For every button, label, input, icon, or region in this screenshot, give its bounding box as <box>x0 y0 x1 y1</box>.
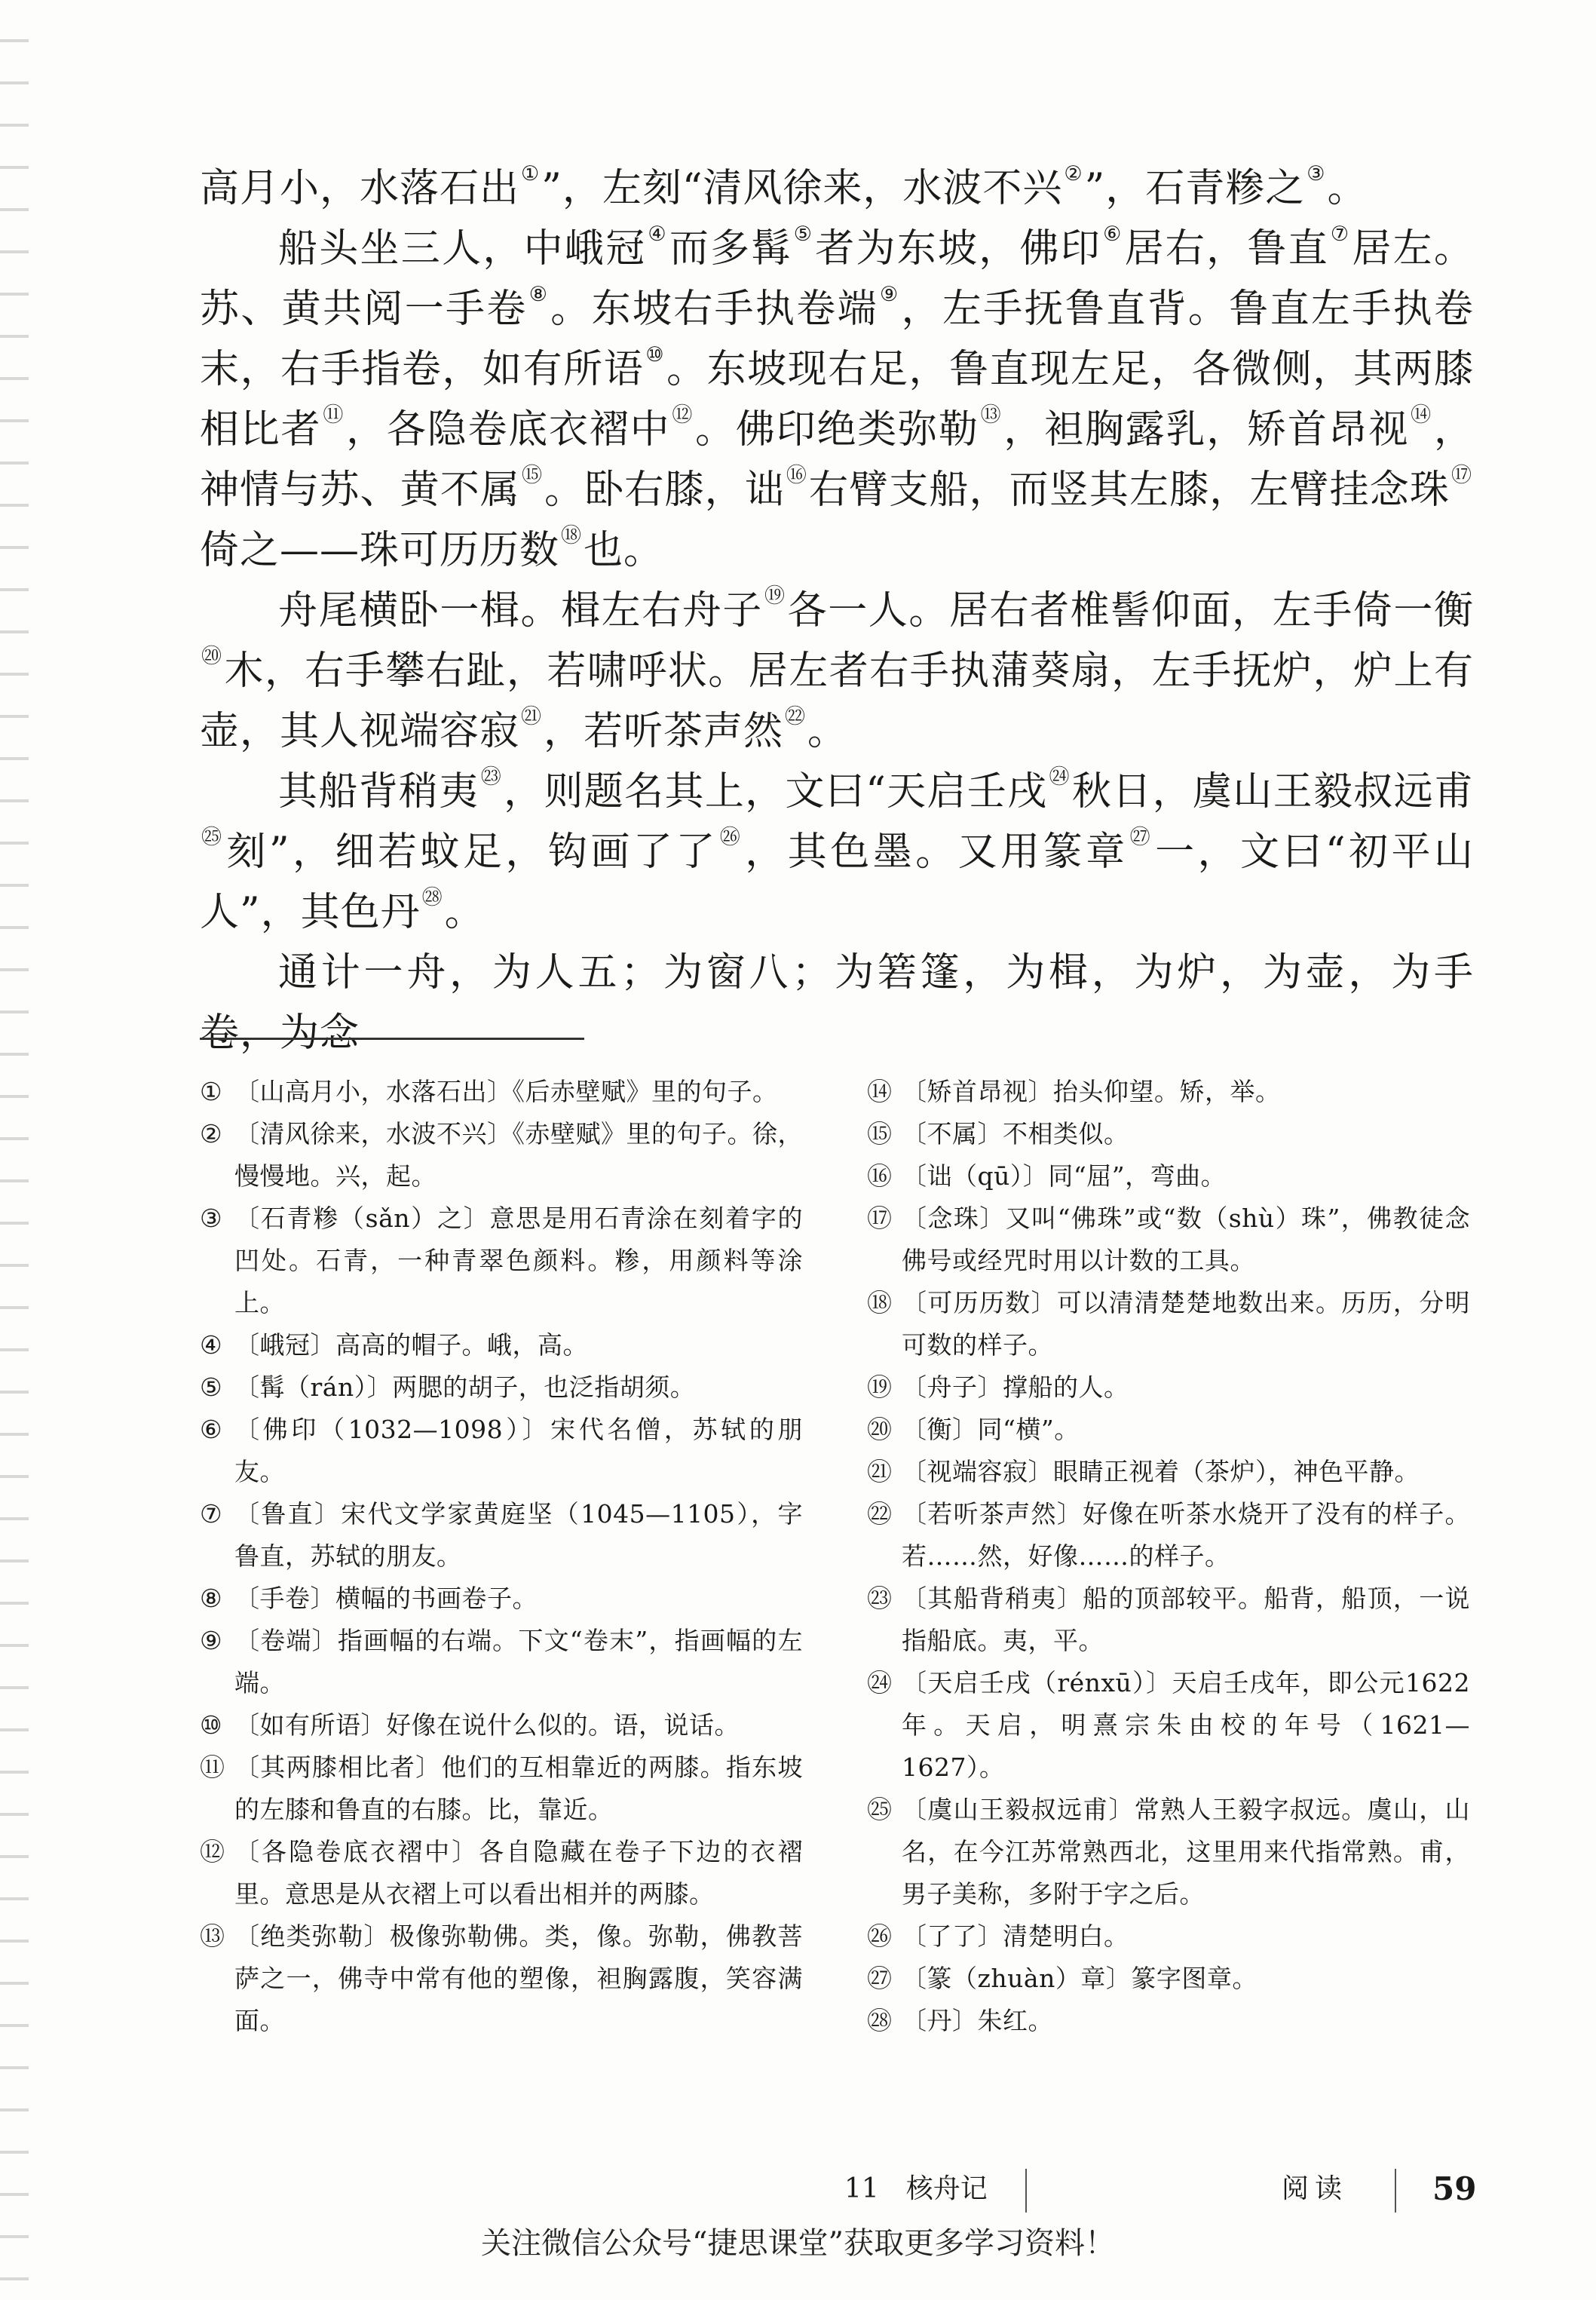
main-text <box>200 158 1474 1063</box>
section-name: 阅读 <box>1282 2173 1349 2204</box>
footnote-text: 〔鲁直〕宋代文学家黄庭坚（1045—1105），字鲁直，苏轼的朋友。 <box>234 1499 803 1571</box>
footnote-item <box>200 1493 803 1578</box>
footnote-number: ① <box>200 1077 223 1106</box>
footnote-item <box>200 1198 803 1324</box>
footnote-item <box>867 1282 1470 1366</box>
footnote-item <box>200 1620 803 1704</box>
footnote-item <box>867 1958 1470 2000</box>
footnote-number: ⑲ <box>867 1372 893 1402</box>
footnote-number: ② <box>200 1119 223 1148</box>
footnote-marker: ① <box>521 162 541 186</box>
text-segment: 倚之——珠可历历数 <box>200 528 560 573</box>
footnote-marker: ⑬ <box>980 403 1003 427</box>
text-segment: 者为东坡，佛印 <box>815 226 1102 271</box>
text-segment: 舟尾横卧一楫。楫左右舟子 <box>278 588 764 633</box>
page-number: 59 <box>1432 2170 1477 2207</box>
footnote-marker: ③ <box>1307 162 1326 186</box>
footnote-item <box>867 1493 1470 1578</box>
footnote-item <box>200 1366 803 1409</box>
footnote-item <box>200 1831 803 1915</box>
footnote-number: ⑬ <box>200 1921 225 1951</box>
paragraph-4 <box>200 762 1474 943</box>
footnote-item <box>867 1071 1470 1113</box>
footnote-text: 〔各隐卷底衣褶中〕各自隐藏在卷子下边的衣褶里。意思是从衣褶上可以看出相并的两膝。 <box>234 1837 803 1909</box>
footnote-text: 〔天启壬戌（rénxū）〕天启壬戌年，即公元1622年。天启，明熹宗朱由校的年号（1621—1627）。 <box>902 1668 1470 1782</box>
footnote-marker: ⑰ <box>1450 464 1472 487</box>
footnote-text: 〔峨冠〕高高的帽子。峨，高。 <box>234 1330 588 1360</box>
paragraph-5 <box>200 943 1474 1063</box>
footnote-item <box>200 1113 803 1198</box>
footnote-number: ⑨ <box>200 1626 223 1655</box>
footnote-text: 〔如有所语〕好像在说什么似的。语，说话。 <box>234 1710 740 1740</box>
footnote-item <box>200 1578 803 1620</box>
footnote-marker: ㉔ <box>1049 765 1071 789</box>
footnote-number: ⑤ <box>200 1372 223 1402</box>
footnote-marker: ④ <box>648 222 668 246</box>
footnote-marker: ㉓ <box>480 765 503 789</box>
footnote-text: 〔虞山王毅叔远甫〕常熟人王毅字叔远。虞山，山名，在今江苏常熟西北，这里用来代指常熟。甫，男子美称，多附于字之后。 <box>902 1795 1470 1909</box>
footnote-item <box>867 1789 1470 1915</box>
footnote-item <box>867 1662 1470 1789</box>
footnote-text: 〔绝类弥勒〕极像弥勒佛。类，像。弥勒，佛教菩萨之一，佛寺中常有他的塑像，袒胸露腹，笑容满面。 <box>234 1921 803 2035</box>
footnote-marker: ㉗ <box>1129 826 1154 849</box>
footnote-item <box>200 1324 803 1366</box>
footnote-marker: ⑮ <box>522 464 544 487</box>
footnote-number: ⑰ <box>867 1204 893 1233</box>
footnote-text: 〔了了〕清楚明白。 <box>902 1921 1129 1951</box>
footnote-marker: ㉘ <box>421 886 443 909</box>
text-segment: 通计一舟，为人五；为窗八；为箬篷，为楫，为炉，为壶，为手卷，为念 <box>200 950 1474 1056</box>
text-segment: 木，右手攀右趾，若啸呼状。居左者右手执蒲葵扇，左手抚炉，炉上有壶，其人视端容寂 <box>200 649 1474 754</box>
footnote-marker: ㉑ <box>521 705 543 728</box>
footnote-text: 〔髯（rán）〕两腮的胡子，也泛指胡须。 <box>234 1372 696 1402</box>
watermark-text: 关注微信公众号“捷思课堂”获取更多学习资料！ <box>481 2226 1115 2261</box>
footnote-number: ㉔ <box>867 1668 893 1697</box>
footnote-item <box>867 1915 1470 1958</box>
footnote-number: ③ <box>200 1204 223 1233</box>
footnote-text: 〔不属〕不相类似。 <box>902 1119 1129 1148</box>
footnote-text: 〔石青糁（sǎn）之〕意思是用石青涂在刻着字的凹处。石青，一种青翠色颜料。糁，用颜料等涂上。 <box>234 1204 803 1317</box>
footnote-text: 〔清风徐来，水波不兴〕《赤壁赋》里的句子。徐，慢慢地。兴，起。 <box>234 1119 803 1191</box>
footnote-item <box>200 1409 803 1493</box>
footnote-item <box>867 2000 1470 2042</box>
footnote-number: ㉖ <box>867 1921 893 1951</box>
paragraph-3 <box>200 581 1474 762</box>
footnote-text: 〔诎（qū）〕同“屈”，弯曲。 <box>902 1161 1227 1191</box>
footnote-number: ㉓ <box>867 1584 893 1613</box>
text-segment: 。东坡现右足，鲁直现左足，各微侧，其两膝相比者 <box>200 347 1474 452</box>
footnote-number: ㉒ <box>867 1499 893 1529</box>
footnote-marker: ㉕ <box>201 826 225 849</box>
footnote-marker: ⑱ <box>561 524 583 547</box>
footnote-marker: ⑪ <box>323 403 345 427</box>
footnote-marker: ⑲ <box>764 584 786 608</box>
footnote-text: 〔其两膝相比者〕他们的互相靠近的两膝。指东坡的左膝和鲁直的右膝。比，靠近。 <box>234 1753 803 1824</box>
footnote-text: 〔视端容寂〕眼睛正视着（茶炉），神色平静。 <box>902 1457 1420 1486</box>
text-segment: ，神情与苏、黄不属 <box>200 407 1474 513</box>
page-footer <box>0 2163 1596 2216</box>
text-segment: 居左。苏、黄共阅一手卷 <box>200 226 1474 332</box>
text-segment: 而多髯 <box>669 226 792 271</box>
footnote-text: 〔衡〕同“横”。 <box>902 1415 1080 1444</box>
footnote-number: ⑦ <box>200 1499 223 1529</box>
footnote-number: ㉕ <box>867 1795 893 1824</box>
footnote-marker: ㉖ <box>719 826 744 849</box>
footnote-text: 〔卷端〕指画幅的右端。下文“卷末”，指画幅的左端。 <box>234 1626 803 1697</box>
footnote-marker: ⑧ <box>528 283 550 306</box>
footnote-number: ⑭ <box>867 1077 893 1106</box>
footnote-item <box>867 1578 1470 1662</box>
footnote-item <box>867 1451 1470 1493</box>
footnote-number: ⑩ <box>200 1710 223 1740</box>
text-segment: ，其色墨。又用篆章 <box>745 830 1129 875</box>
footnotes-left-column <box>200 1071 803 2042</box>
text-segment: ，袒胸露乳，矫首昂视 <box>1003 407 1410 452</box>
footnote-number: ㉑ <box>867 1457 893 1486</box>
footnote-text: 〔可历历数〕可以清清楚楚地数出来。历历，分明可数的样子。 <box>902 1288 1470 1360</box>
paragraph-2 <box>200 219 1474 581</box>
footnote-text: 〔念珠〕又叫“佛珠”或“数（shù）珠”，佛教徒念佛号或经咒时用以计数的工具。 <box>902 1204 1470 1275</box>
footnote-marker: ⑫ <box>672 403 694 427</box>
footnote-marker: ㉒ <box>785 705 807 728</box>
footnote-number: ㉘ <box>867 2006 893 2035</box>
footnote-number: ⑫ <box>200 1837 225 1866</box>
text-segment: 秋日，虞山王毅叔远甫 <box>1071 769 1475 814</box>
footnote-item <box>867 1155 1470 1198</box>
text-segment: 。 <box>807 709 848 754</box>
footnote-marker: ⑩ <box>645 343 666 366</box>
footnote-divider <box>200 1038 584 1040</box>
footnote-number: ㉗ <box>867 1964 893 1993</box>
footnote-text: 〔手卷〕横幅的书画卷子。 <box>234 1584 538 1613</box>
text-segment: 。卧右膝，诎 <box>544 468 785 513</box>
text-segment: 其船背稍夷 <box>278 769 479 814</box>
footnote-number: ⑪ <box>200 1753 225 1782</box>
text-segment: ”，石青糁之 <box>1084 166 1306 211</box>
footer-divider <box>1395 2169 1396 2213</box>
footnote-number: ⑱ <box>867 1288 893 1317</box>
text-segment: 高月小，水落石出 <box>200 166 520 211</box>
footnote-text: 〔篆（zhuàn）章〕篆字图章。 <box>902 1964 1258 1993</box>
text-segment: 。佛印绝类弥勒 <box>695 407 979 452</box>
footnote-marker: ⑦ <box>1330 222 1351 246</box>
footnote-marker: ⑨ <box>879 283 900 306</box>
footnote-item <box>867 1198 1470 1282</box>
footnotes-right-column <box>867 1071 1470 2042</box>
footnote-text: 〔矫首昂视〕抬头仰望。矫，举。 <box>902 1077 1281 1106</box>
text-segment: 。 <box>444 890 485 935</box>
footnote-item <box>200 1746 803 1831</box>
footnote-item <box>867 1409 1470 1451</box>
footnote-item <box>200 1915 803 2042</box>
footnote-marker: ⑯ <box>786 464 807 487</box>
footnote-text: 〔丹〕朱红。 <box>902 2006 1053 2035</box>
footnote-text: 〔佛印（1032—1098）〕宋代名僧，苏轼的朋友。 <box>234 1415 803 1486</box>
footnote-text: 〔其船背稍夷〕船的顶部较平。船背，船顶，一说指船底。夷，平。 <box>902 1584 1470 1655</box>
text-segment: ，则题名其上，文曰“天启壬戌 <box>504 769 1048 814</box>
footnote-marker: ⑳ <box>201 645 223 668</box>
text-segment: 居右，鲁直 <box>1124 226 1329 271</box>
text-segment: 船头坐三人，中峨冠 <box>278 226 647 271</box>
footnote-number: ⑥ <box>200 1415 223 1444</box>
footnote-number: ⑧ <box>200 1584 223 1613</box>
footnote-marker: ⑭ <box>1411 403 1432 427</box>
text-segment: ”，左刻“清风徐来，水波不兴 <box>541 166 1063 211</box>
footnote-marker: ⑤ <box>793 222 814 246</box>
text-segment: ，各隐卷底衣褶中 <box>346 407 671 452</box>
text-segment: 。 <box>1327 166 1368 211</box>
footnote-item <box>200 1704 803 1746</box>
footnote-number: ⑳ <box>867 1415 893 1444</box>
binding-edge <box>0 0 29 2300</box>
footnote-number: ⑮ <box>867 1119 893 1148</box>
footnote-text: 〔舟子〕撑船的人。 <box>902 1372 1129 1402</box>
footnote-item <box>200 1071 803 1113</box>
footnote-number: ④ <box>200 1330 223 1360</box>
chapter-title: 11 核舟记 <box>844 2173 988 2204</box>
footnote-item <box>867 1366 1470 1409</box>
footnote-text: 〔山高月小，水落石出〕《后赤壁赋》里的句子。 <box>234 1077 778 1106</box>
text-segment: 各一人。居右者椎髻仰面，左手倚一衡 <box>787 588 1474 633</box>
footnote-number: ⑯ <box>867 1161 893 1191</box>
footnote-item <box>867 1113 1470 1155</box>
footer-divider <box>1025 2169 1027 2213</box>
text-segment: 也。 <box>584 528 664 573</box>
footnote-text: 〔若听茶声然〕好像在听茶水烧开了没有的样子。若……然，好像……的样子。 <box>902 1499 1470 1571</box>
text-segment: ，左手抚鲁直背。鲁直左手执卷末，右手指卷，如有所语 <box>200 287 1474 392</box>
text-segment: 。东坡右手执卷端 <box>550 287 878 332</box>
text-segment: ，若听茶声然 <box>544 709 784 754</box>
text-segment: 右臂支船，而竖其左膝，左臂挂念珠 <box>809 468 1450 513</box>
footnote-marker: ② <box>1064 162 1083 186</box>
paragraph-1 <box>200 158 1474 219</box>
text-segment: 刻”，细若蚊足，钩画了了 <box>226 830 718 875</box>
text-segment: 一，文曰“初平山人”，其色丹 <box>200 830 1474 935</box>
footnote-marker: ⑥ <box>1103 222 1123 246</box>
